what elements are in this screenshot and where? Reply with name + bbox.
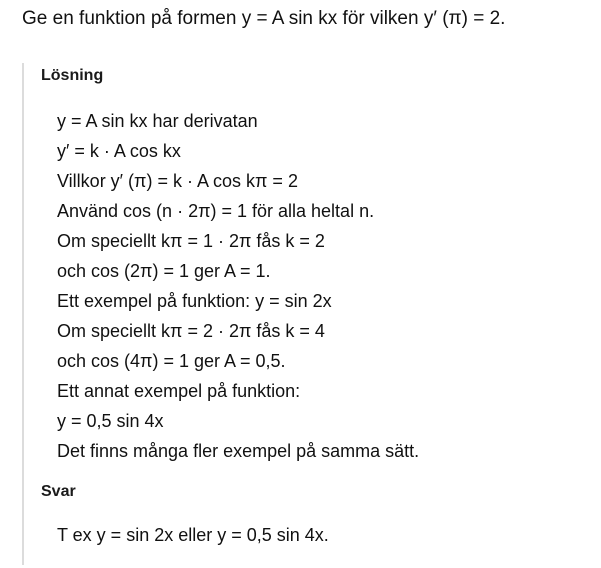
solution-heading: Lösning [41, 67, 104, 84]
solution-step: y = 0,5 sin 4x [57, 411, 164, 431]
solution-step: Använd cos (n · 2π) = 1 för alla heltal n. [57, 201, 375, 221]
solution-step: Ett annat exempel på funktion: [57, 381, 301, 401]
solution-step: Ett exempel på funktion: y = sin 2x [57, 291, 332, 311]
solution-step: y = A sin kx har derivatan [57, 111, 258, 131]
answer-heading: Svar [41, 483, 76, 500]
solution-steps [57, 106, 419, 466]
solution-step: y′ = k · A cos kx [57, 141, 181, 161]
answer-text: T ex y = sin 2x eller y = 0,5 sin 4x. [57, 525, 329, 545]
solution-step: och cos (2π) = 1 ger A = 1. [57, 261, 271, 281]
solution-step: Om speciellt kπ = 2 · 2π fås k = 4 [57, 321, 325, 341]
question-text: Ge en funktion på formen y = A sin kx för vilken y′ (π) = 2. [22, 8, 506, 29]
solution-step: och cos (4π) = 1 ger A = 0,5. [57, 351, 286, 371]
solution-panel [22, 63, 584, 565]
solution-step: Villkor y′ (π) = k · A cos kπ = 2 [57, 171, 298, 191]
solution-step: Om speciellt kπ = 1 · 2π fås k = 2 [57, 231, 325, 251]
solution-step: Det finns många fler exempel på samma sätt. [57, 441, 420, 461]
